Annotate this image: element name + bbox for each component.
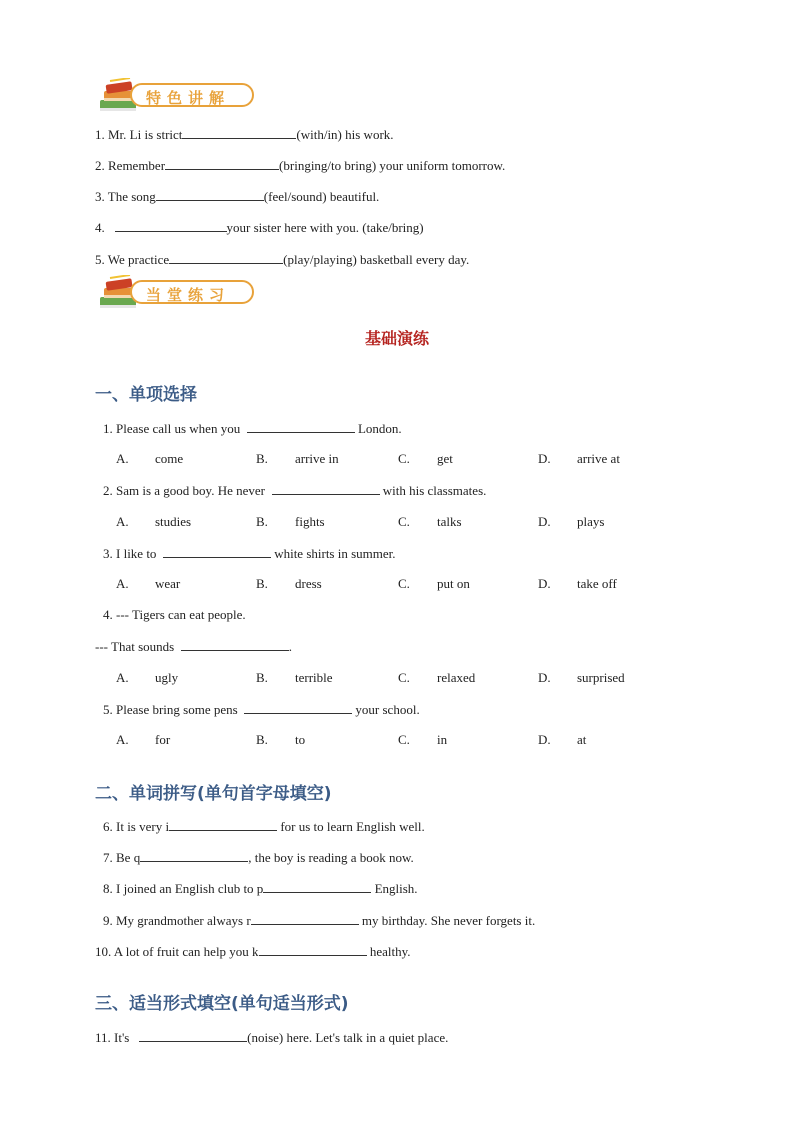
intro-item-2-pre: 2. Remember	[95, 158, 166, 173]
option-letter-b[interactable]: B.	[256, 576, 268, 591]
question-4-pre: 4. --- Tigers can eat people.	[103, 607, 246, 622]
banner-features-tag	[130, 83, 254, 107]
option-letter-c[interactable]: C.	[398, 514, 410, 529]
intro-item-4	[95, 219, 424, 236]
question-3-pre: 3. I like to	[103, 546, 157, 561]
page-title: 基础演练	[364, 329, 429, 348]
option-b-text[interactable]: terrible	[295, 670, 333, 685]
spelling-item-6	[103, 818, 425, 835]
option-letter-c[interactable]: C.	[398, 576, 410, 591]
option-letter-a[interactable]: A.	[116, 732, 129, 747]
option-letter-b[interactable]: B.	[256, 732, 268, 747]
option-a-text[interactable]: come	[155, 451, 184, 466]
answer-blank[interactable]	[140, 849, 248, 862]
option-b-text[interactable]: arrive in	[295, 451, 339, 466]
spelling-item-7	[103, 849, 414, 866]
option-letter-c[interactable]: C.	[398, 670, 410, 685]
question-2	[103, 482, 486, 499]
option-a-text[interactable]: studies	[155, 514, 192, 529]
option-c-text[interactable]: get	[437, 451, 453, 466]
intro-item-1-post: (with/in) his work.	[296, 127, 394, 142]
answer-blank[interactable]	[169, 251, 283, 264]
spelling-item-7-post: , the boy is reading a book now.	[248, 850, 414, 865]
option-d-text[interactable]: take off	[577, 576, 617, 591]
option-d-text[interactable]: surprised	[577, 670, 625, 685]
spelling-item-9-post: my birthday. She never forgets it.	[361, 913, 536, 928]
form-item-11-post: (noise) here. Let's talk in a quiet place.	[247, 1030, 449, 1045]
spelling-item-9-pre: 9. My grandmother always r	[103, 913, 251, 928]
question-4-line-2	[95, 638, 292, 655]
option-a-text[interactable]: for	[155, 732, 171, 747]
option-c-text[interactable]: talks	[437, 514, 462, 529]
form-item-11-pre: 11. It's	[95, 1030, 130, 1045]
option-letter-d[interactable]: D.	[538, 732, 551, 747]
banner-practice	[96, 275, 266, 309]
question-4	[103, 607, 246, 623]
question-4-line2-post: .	[288, 639, 292, 654]
question-2-post: with his classmates.	[382, 483, 487, 498]
spelling-item-10	[95, 943, 410, 960]
option-letter-d[interactable]: D.	[538, 670, 551, 685]
option-b-text[interactable]: dress	[295, 576, 322, 591]
spelling-item-8	[103, 880, 418, 897]
answer-blank[interactable]	[181, 638, 289, 651]
answer-blank[interactable]	[244, 701, 352, 714]
answer-blank[interactable]	[251, 912, 359, 925]
option-letter-b[interactable]: B.	[256, 514, 268, 529]
intro-item-5-pre: 5. We practice	[95, 252, 170, 267]
question-1	[103, 420, 402, 437]
section-heading-word-forms: 三、适当形式填空(单句适当形式)	[95, 994, 349, 1014]
question-3-post: white shirts in summer.	[274, 546, 396, 561]
question-4-line2-pre: --- That sounds	[95, 639, 175, 654]
answer-blank[interactable]	[263, 880, 371, 893]
banner-practice-tag	[130, 280, 254, 304]
answer-blank[interactable]	[115, 219, 227, 232]
banner-features-label: 特色讲解	[146, 89, 231, 107]
intro-item-1	[95, 126, 394, 143]
option-letter-b[interactable]: B.	[256, 451, 268, 466]
option-letter-d[interactable]: D.	[538, 451, 551, 466]
option-letter-a[interactable]: A.	[116, 451, 129, 466]
answer-blank[interactable]	[163, 545, 271, 558]
option-letter-d[interactable]: D.	[538, 576, 551, 591]
form-item-11	[95, 1029, 448, 1046]
question-3	[103, 545, 396, 562]
intro-item-4-pre: 4.	[95, 220, 105, 235]
intro-item-4-post: your sister here with you. (take/bring)	[226, 220, 424, 235]
question-1-pre: 1. Please call us when you	[103, 421, 241, 436]
option-a-text[interactable]: ugly	[155, 670, 179, 685]
question-2-pre: 2. Sam is a good boy. He never	[103, 483, 265, 498]
section-heading-spelling: 二、单词拼写(单句首字母填空)	[95, 784, 332, 804]
answer-blank[interactable]	[182, 126, 296, 139]
intro-item-1-pre: 1. Mr. Li is strict	[95, 127, 183, 142]
question-1-post: London.	[357, 421, 402, 436]
intro-item-3-pre: 3. The song	[95, 189, 156, 204]
question-5	[103, 701, 420, 718]
banner-practice-label: 当堂练习	[146, 286, 231, 304]
option-letter-c[interactable]: C.	[398, 451, 410, 466]
option-letter-d[interactable]: D.	[538, 514, 551, 529]
answer-blank[interactable]	[169, 818, 277, 831]
answer-blank[interactable]	[272, 482, 380, 495]
option-c-text[interactable]: in	[437, 732, 448, 747]
question-5-pre: 5. Please bring some pens	[103, 702, 238, 717]
option-b-text[interactable]: fights	[295, 514, 325, 529]
spelling-item-8-post: English.	[374, 881, 418, 896]
spelling-item-10-post: healthy.	[369, 944, 411, 959]
option-d-text[interactable]: at	[577, 732, 587, 747]
intro-item-5-post: (play/playing) basketball every day.	[283, 252, 470, 267]
intro-item-5	[95, 251, 469, 268]
intro-item-2-post: (bringing/to bring) your uniform tomorrow.	[279, 158, 506, 173]
banner-features	[96, 78, 266, 112]
intro-item-2	[95, 157, 505, 174]
answer-blank[interactable]	[247, 420, 355, 433]
option-d-text[interactable]: arrive at	[577, 451, 620, 466]
spelling-item-8-pre: 8. I joined an English club to p	[103, 881, 264, 896]
section-heading-multiple-choice: 一、单项选择	[95, 385, 197, 405]
answer-blank[interactable]	[139, 1029, 247, 1042]
spelling-item-9	[103, 912, 535, 929]
option-letter-a[interactable]: A.	[116, 670, 129, 685]
option-letter-c[interactable]: C.	[398, 732, 410, 747]
spelling-item-6-pre: 6. It is very i	[103, 819, 170, 834]
option-c-text[interactable]: relaxed	[437, 670, 476, 685]
answer-blank[interactable]	[165, 157, 279, 170]
intro-item-3-post: (feel/sound) beautiful.	[263, 189, 380, 204]
spelling-item-10-pre: 10. A lot of fruit can help you k	[95, 944, 259, 959]
intro-item-3	[95, 188, 379, 205]
option-a-text[interactable]: wear	[155, 576, 181, 591]
option-d-text[interactable]: plays	[577, 514, 605, 529]
option-b-text[interactable]: to	[295, 732, 306, 747]
spelling-item-6-post: for us to learn English well.	[280, 819, 425, 834]
answer-blank[interactable]	[259, 943, 367, 956]
answer-blank[interactable]	[156, 188, 264, 201]
option-letter-a[interactable]: A.	[116, 576, 129, 591]
question-5-post: your school.	[355, 702, 420, 717]
spelling-item-7-pre: 7. Be q	[103, 850, 141, 865]
option-c-text[interactable]: put on	[437, 576, 470, 591]
option-letter-b[interactable]: B.	[256, 670, 268, 685]
option-letter-a[interactable]: A.	[116, 514, 129, 529]
